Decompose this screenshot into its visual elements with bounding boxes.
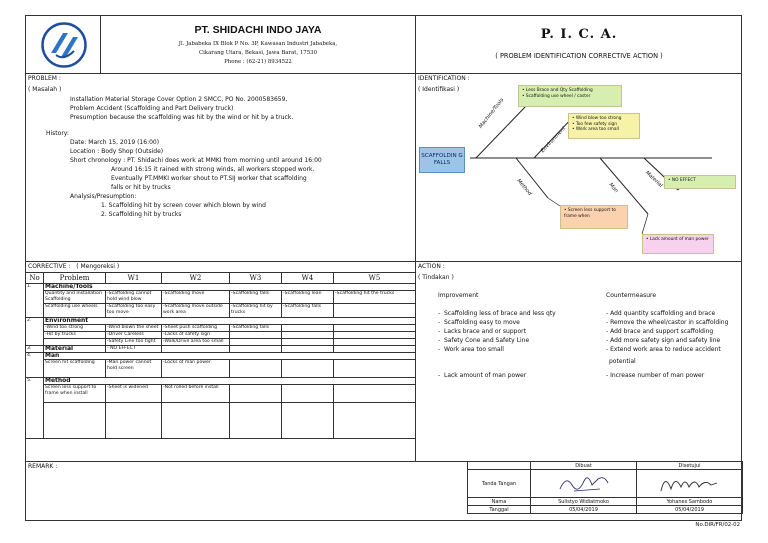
history-location: Location : Body Shop (Outside) [70,148,164,155]
fishbone-head-label: SCAFFOLDIN G FALLS [421,153,463,166]
table-cell [334,403,416,439]
section-name: Machine/Tools [44,284,416,291]
pica-title: P. I. C. A. [540,27,618,42]
table-cell: -Scaffolding move outside work area [162,304,230,318]
table-cell [230,346,282,353]
table-cell: -Man power cannot hold screen [106,360,162,378]
col-problem: Problem [44,273,106,284]
problem-line-1: Installation Material Storage Cover Option 2 SMCC, PO No. 2000583659, [70,96,288,103]
note-method [560,205,628,229]
countermeasure-item: - Add quantity scaffolding and brace [606,310,716,317]
action-label: ACTION : [418,263,445,270]
pica-subtitle: ( PROBLEM IDENTIFICATION CORRECTIVE ACTION ) [495,52,663,60]
corrective-header-row [26,273,416,284]
table-cell: -Locks of man power [162,360,230,378]
signature-date-row [468,506,743,514]
note-connector-method [548,198,560,206]
mid-divider [25,261,742,262]
countermeasure-item: - Remove the wheel/castor in scaffolding [606,319,729,326]
note-material-item: • NO EFFECT [668,178,732,184]
analysis-label: Analysis/Presumption: [70,193,137,200]
table-row [26,325,416,332]
table-cell [334,346,416,353]
chronology-line-4: falls or hit by trucks [111,184,171,191]
table-cell [230,360,282,378]
table-cell: -Scaffolding falls [282,304,334,318]
bone-label-material: Material [643,170,664,189]
countermeasure-item: - Extend work area to reduce accident [606,346,721,353]
table-cell [162,346,230,353]
improvement-header: Improvement [438,292,479,299]
note-connector-man [642,214,648,234]
table-cell: -Scaffolding too easy too move [106,304,162,318]
section-name: Material [44,346,106,353]
table-row [26,385,416,403]
table-cell [334,332,416,339]
analysis-item-1: 1. Scaffolding hit by screen cover which blown by wind [101,202,266,209]
table-cell [334,385,416,403]
section-no: 3. [26,346,44,353]
chronology-line-2: Around 16:15 it rained with strong winds, all workers stopped work. [111,166,315,173]
table-row [26,339,416,346]
table-cell [230,332,282,339]
improvement-item: - Lacks brace and or support [438,328,526,335]
nama-label: Nama [468,498,531,506]
col-no: No [26,273,44,284]
section-name: Method [44,378,416,385]
section-row [26,353,416,360]
problem-line-2: Problem Accident (Scaffolding and Part Delivery truck) [70,105,234,112]
problem-label: PROBLEM : [28,75,61,82]
note-man [642,234,714,254]
corrective-table [25,272,416,439]
analysis-item-2: 2. Scaffolding hit by trucks [101,211,182,218]
section-row [26,346,416,353]
bone-label-machine: Machine/Tools [478,97,506,130]
identification-label: IDENTIFICATION : [418,75,470,82]
problem-line-3: Presumption because the scaffolding was hit by the wind or hit by a truck. [70,114,294,121]
col-w1: W1 [106,273,162,284]
table-cell: -Sheet is widened [106,385,162,403]
table-cell [282,346,334,353]
chronology-line-1: Short chronology : PT. Shidachi does work at MMKI from morning until around 16:00 [70,157,322,164]
note-material [664,175,736,189]
tanda-tangan-label: Tanda Tangan [468,470,531,498]
table-cell: Screen hit scaffolding [44,360,106,378]
table-cell: -Driver Careless [106,332,162,339]
table-cell [282,403,334,439]
table-cell [282,360,334,378]
logo-divider [100,15,101,73]
signature-1 [531,470,637,498]
name-1: Sulistyo Widiatmoko [531,498,637,506]
company-address-line2: Cikarang Utara, Bekasi, Jawa Barat, 17530 [198,50,318,56]
col-w4: W4 [282,273,334,284]
improvement-item: - Scaffolding less of brace and less qty [438,310,556,317]
table-row [26,291,416,304]
table-cell [230,339,282,346]
section-no: 5. [26,378,44,439]
section-row [26,318,416,325]
table-cell [106,403,162,439]
name-2: Yohanes Sambodo [637,498,743,506]
table-row [26,332,416,339]
company-name: PT. SHIDACHI INDO JAYA [194,24,322,36]
remark-label: REMARK : [28,463,58,470]
improvement-item: - Lack amount of man power [438,372,527,379]
table-cell [334,304,416,318]
fishbone-head [419,147,465,173]
table-cell: -Scaffolding falls [230,325,282,332]
table-row [26,403,416,439]
signature-header-row [468,462,743,470]
improvement-item: - Scaffolding easy to move [438,319,520,326]
table-cell: -Walk/Drive area too small [162,339,230,346]
countermeasure-item: - Increase number of man power [606,372,705,379]
table-cell: -Scaffolding hit the trucks [334,291,416,304]
improvement-item: - Safety Cone and Safety Line [438,337,530,344]
col-w3: W3 [230,273,282,284]
table-cell [468,462,531,470]
doc-number: No.DIR/FR/02-02 [695,522,740,528]
countermeasure-header: Countermeasure [606,292,657,299]
table-cell [282,332,334,339]
table-cell: -Sheet push scaffolding [162,325,230,332]
history-label: History: [46,130,69,137]
table-cell [230,403,282,439]
table-cell: -Not rolled before install [162,385,230,403]
signature-row [468,470,743,498]
company-phone: Phone : (62-21) 8934522 [224,59,292,65]
chronology-line-3: Eventually PT.MMKI worker shout to PT.SIJ worker that scaffolding [111,175,307,182]
table-row [26,304,416,318]
table-cell [282,325,334,332]
table-cell [334,339,416,346]
bone-label-method: Method [515,178,533,197]
table-cell [334,325,416,332]
table-cell [282,385,334,403]
countermeasure-item: potential [609,358,636,365]
col-w5: W5 [334,273,416,284]
corrective-label-id: ( Mengoreksi ) [76,263,120,270]
company-address-line1: Jl. Jababeka IX Blok P No. 3P, Kawasan Industri Jababeka, [178,41,338,47]
problem-label-id: ( Masalah ) [28,86,62,93]
signature-table [467,461,743,514]
table-cell [334,360,416,378]
disetujui-label: Disetujui [637,462,743,470]
section-name: Man [44,353,416,360]
corrective-label [28,263,119,271]
table-cell: -Scaffolding cannot hold wind blow [106,291,162,304]
table-cell [230,385,282,403]
table-cell: -Hit by trucks [44,332,106,339]
note-environment [568,113,640,139]
signature-2-image [655,471,725,495]
table-cell [282,339,334,346]
note-machine-item: • Less Brace and Qty Scaffolding [522,88,618,94]
note-environment-item: • Too few safety sign [572,122,636,128]
action-label-id: ( Tindakan ) [418,274,454,281]
section-no: 1. [26,284,44,318]
note-environment-item: • Wind blow too strong [572,116,636,122]
note-machine-item: • Scaffolding use wheel / caster [522,94,618,100]
note-environment-item: • Work area too small [572,127,636,133]
section-no: 4. [26,353,44,378]
dibuat-label: Dibuat [531,462,637,470]
note-man-item: • Lack amount of man power [646,237,710,243]
section-row [26,284,416,291]
identification-label-id: ( Identifikasi ) [418,86,460,93]
section-name: Environment [44,318,416,325]
history-date: Date: March 15, 2019 (16:00) [70,139,160,146]
table-cell: -Scaffolding move [162,291,230,304]
company-logo-icon [37,21,91,69]
section-no: 2. [26,318,44,346]
col-w2: W2 [162,273,230,284]
note-method-item: • Screen less support to frame when [564,208,624,219]
table-cell: -Scaffolding falls [230,291,282,304]
section-row [26,378,416,385]
tanggal-label: Tanggal [468,506,531,514]
table-cell: - NO EFFECT [106,346,162,353]
table-cell: Quantity and Installation Scaffolding [44,291,106,304]
table-cell: -Scaffolding lean [282,291,334,304]
signature-2 [637,470,743,498]
table-cell: -Safety Line too tight [106,339,162,346]
table-cell [44,339,106,346]
improvement-item: - Work area too small [438,346,504,353]
signature-1-image [554,471,614,495]
table-cell [162,403,230,439]
table-cell [44,403,106,439]
bone-label-environment: Environment [540,125,568,155]
signature-name-row [468,498,743,506]
corrective-label-text: CORRECTIVE : [28,263,71,270]
countermeasure-item: - Add brace and support scaffolding [606,328,714,335]
bone-label-man: Man [607,182,620,195]
table-cell: Scaffolding use wheels [44,304,106,318]
table-cell: -Lacks of safety sign [162,332,230,339]
table-cell: -Scaffolding hit by trucks [230,304,282,318]
countermeasure-item: - Add more safety sign and safety line [606,337,721,344]
table-cell: -Wind blown the sheet [106,325,162,332]
note-machine-tools [518,85,622,107]
table-cell: Screen less support to frame when install [44,385,106,403]
table-cell: -Wind too strong [44,325,106,332]
date-1: 05/04/2019 [531,506,637,514]
table-row [26,360,416,378]
date-2: 05/04/2019 [637,506,743,514]
bone-machine-tools [476,106,526,158]
